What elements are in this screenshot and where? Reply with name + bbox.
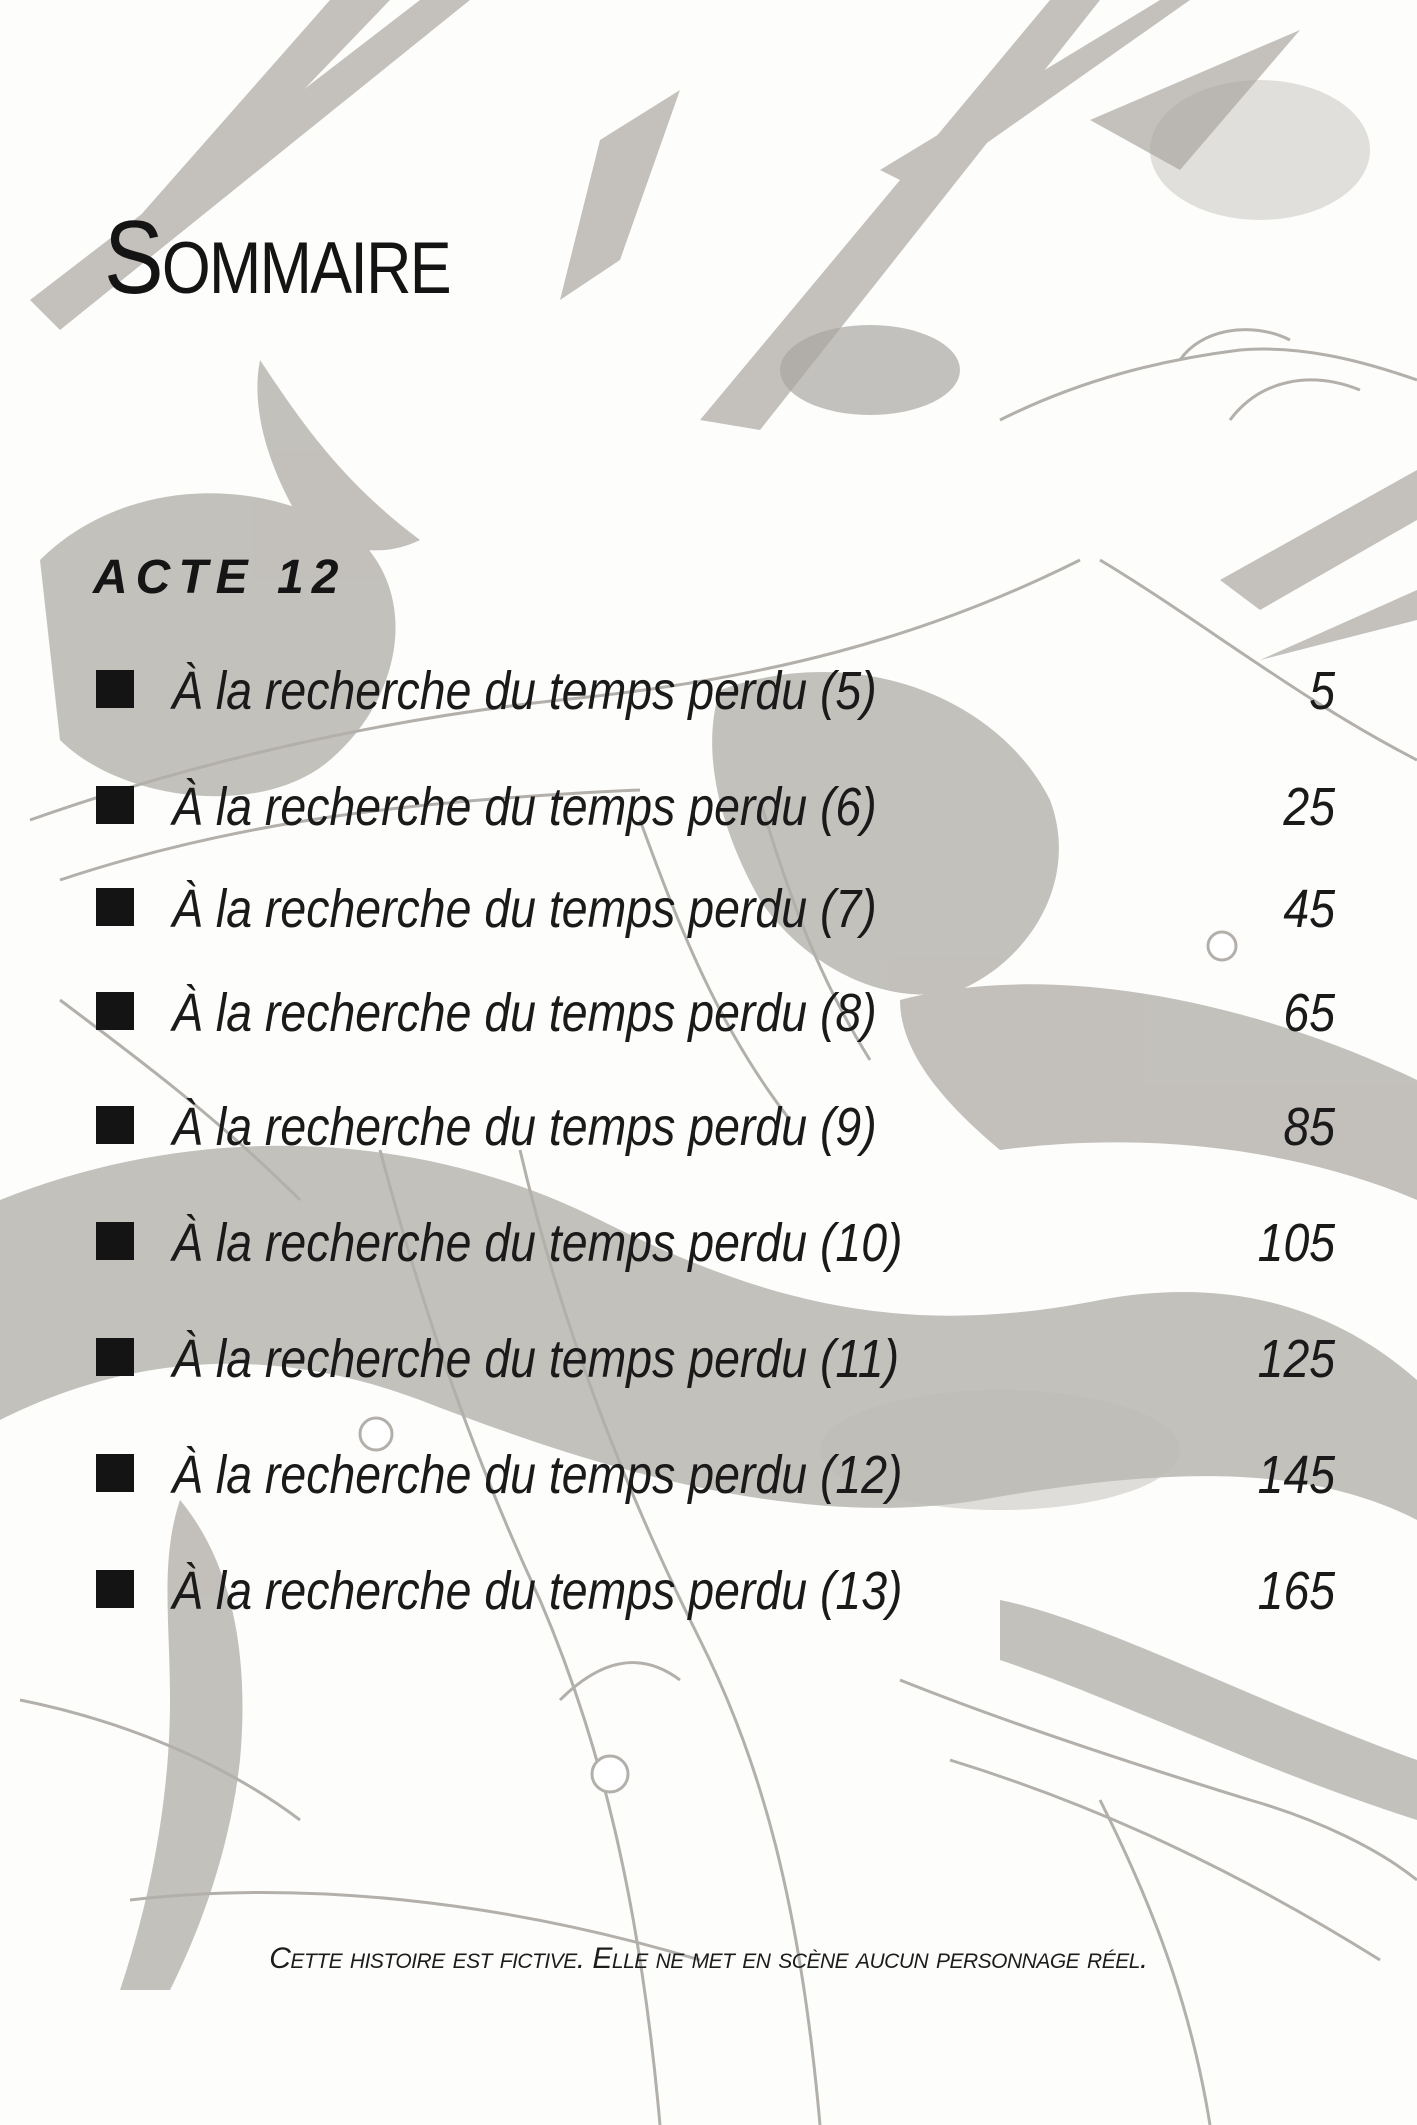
toc-entry[interactable]: [0, 660, 1417, 730]
square-bullet-icon: [96, 1338, 134, 1376]
page-number: 125: [1257, 1329, 1335, 1389]
toc-entry[interactable]: [0, 1328, 1417, 1398]
chapter-title: À la recherche du temps perdu (8): [172, 983, 877, 1043]
toc-entry[interactable]: [0, 776, 1417, 846]
page-number: 85: [1283, 1097, 1335, 1157]
square-bullet-icon: [96, 992, 134, 1030]
square-bullet-icon: [96, 888, 134, 926]
toc-entry[interactable]: [0, 1212, 1417, 1282]
square-bullet-icon: [96, 786, 134, 824]
act-heading: ACTE 12: [93, 551, 347, 604]
page-number: 145: [1257, 1445, 1335, 1505]
square-bullet-icon: [96, 1222, 134, 1260]
chapter-title: À la recherche du temps perdu (9): [172, 1097, 877, 1157]
page-title: Sommaire: [104, 200, 450, 316]
page-number: 25: [1283, 777, 1335, 837]
chapter-title: À la recherche du temps perdu (6): [172, 777, 877, 837]
toc-entry[interactable]: [0, 878, 1417, 948]
chapter-title: À la recherche du temps perdu (12): [172, 1445, 903, 1505]
square-bullet-icon: [96, 1570, 134, 1608]
square-bullet-icon: [96, 1454, 134, 1492]
page-number: 45: [1283, 879, 1335, 939]
chapter-title: À la recherche du temps perdu (13): [172, 1561, 903, 1621]
page-number: 105: [1257, 1213, 1335, 1273]
chapter-title: À la recherche du temps perdu (10): [172, 1213, 903, 1273]
page-number: 5: [1309, 661, 1335, 721]
toc-entry[interactable]: [0, 1560, 1417, 1630]
toc-entry[interactable]: [0, 1096, 1417, 1166]
chapter-title: À la recherche du temps perdu (5): [172, 661, 877, 721]
chapter-title: À la recherche du temps perdu (7): [172, 879, 877, 939]
disclaimer-note: Cette histoire est fictive. Elle ne met en scène aucun personnage réel.: [269, 1942, 1148, 1975]
toc-entry[interactable]: [0, 982, 1417, 1052]
toc-entry[interactable]: [0, 1444, 1417, 1514]
chapter-title: À la recherche du temps perdu (11): [172, 1329, 900, 1389]
square-bullet-icon: [96, 670, 134, 708]
page-number: 65: [1283, 983, 1335, 1043]
page-number: 165: [1257, 1561, 1335, 1621]
square-bullet-icon: [96, 1106, 134, 1144]
